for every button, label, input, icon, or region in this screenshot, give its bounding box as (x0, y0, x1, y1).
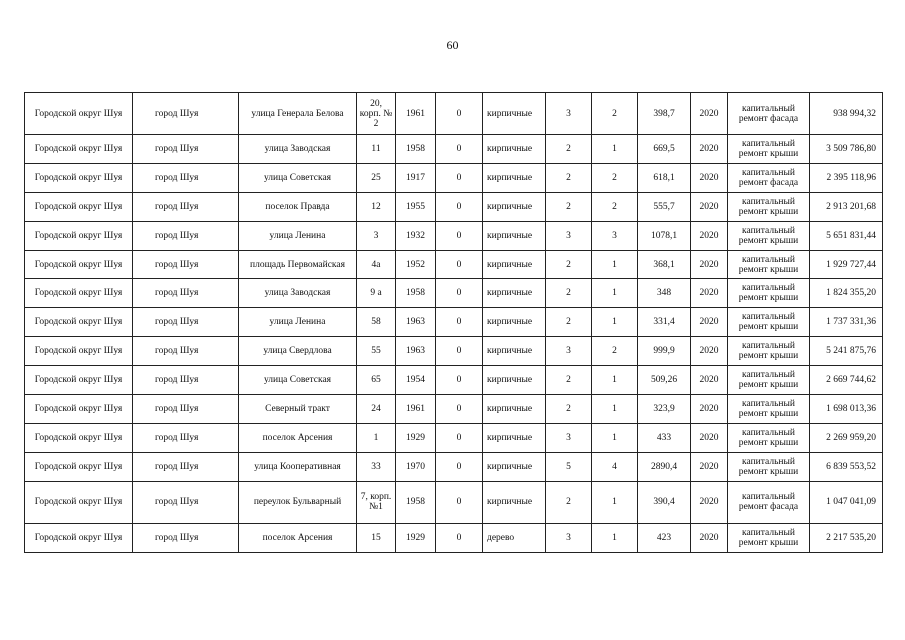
plan-year-cell: 2020 (691, 452, 728, 481)
plan-year-cell: 2020 (691, 366, 728, 395)
house-number-cell: 65 (357, 366, 396, 395)
table-row (25, 279, 883, 308)
table-row (25, 250, 883, 279)
zero-cell: 0 (436, 163, 483, 192)
zero-cell: 0 (436, 423, 483, 452)
city-cell: город Шуя (133, 452, 239, 481)
entrances-cell: 1 (592, 250, 638, 279)
plan-year-cell: 2020 (691, 163, 728, 192)
wall-material-cell: кирпичные (483, 135, 546, 164)
area-cell: 331,4 (638, 308, 691, 337)
cost-cell: 1 737 331,36 (810, 308, 883, 337)
table-row (25, 308, 883, 337)
floors-cell: 3 (546, 337, 592, 366)
city-cell: город Шуя (133, 523, 239, 552)
floors-cell: 2 (546, 308, 592, 337)
cost-cell: 938 994,32 (810, 93, 883, 135)
city-cell: город Шуя (133, 481, 239, 523)
area-cell: 555,7 (638, 192, 691, 221)
year-built-cell: 1954 (396, 366, 436, 395)
entrances-cell: 3 (592, 221, 638, 250)
street-cell: Северный тракт (239, 395, 357, 424)
area-cell: 509,26 (638, 366, 691, 395)
year-built-cell: 1961 (396, 395, 436, 424)
floors-cell: 2 (546, 250, 592, 279)
floors-cell: 3 (546, 523, 592, 552)
street-cell: улица Советская (239, 163, 357, 192)
entrances-cell: 4 (592, 452, 638, 481)
area-cell: 368,1 (638, 250, 691, 279)
plan-year-cell: 2020 (691, 423, 728, 452)
year-built-cell: 1929 (396, 523, 436, 552)
house-number-cell: 12 (357, 192, 396, 221)
zero-cell: 0 (436, 192, 483, 221)
cost-cell: 5 241 875,76 (810, 337, 883, 366)
district-cell: Городской округ Шуя (25, 279, 133, 308)
cost-cell: 1 047 041,09 (810, 481, 883, 523)
area-cell: 999,9 (638, 337, 691, 366)
house-number-cell: 1 (357, 423, 396, 452)
wall-material-cell: дерево (483, 523, 546, 552)
city-cell: город Шуя (133, 93, 239, 135)
work-type-cell: капитальный ремонт крыши (728, 523, 810, 552)
work-type-cell: капитальный ремонт крыши (728, 452, 810, 481)
house-number-cell: 11 (357, 135, 396, 164)
area-cell: 323,9 (638, 395, 691, 424)
floors-cell: 3 (546, 423, 592, 452)
year-built-cell: 1958 (396, 481, 436, 523)
table-row (25, 423, 883, 452)
street-cell: улица Генерала Белова (239, 93, 357, 135)
year-built-cell: 1970 (396, 452, 436, 481)
city-cell: город Шуя (133, 308, 239, 337)
work-type-cell: капитальный ремонт крыши (728, 221, 810, 250)
year-built-cell: 1932 (396, 221, 436, 250)
zero-cell: 0 (436, 366, 483, 395)
street-cell: поселок Арсения (239, 523, 357, 552)
table-row (25, 337, 883, 366)
area-cell: 423 (638, 523, 691, 552)
entrances-cell: 1 (592, 523, 638, 552)
zero-cell: 0 (436, 250, 483, 279)
street-cell: поселок Правда (239, 192, 357, 221)
table-row (25, 93, 883, 135)
year-built-cell: 1952 (396, 250, 436, 279)
wall-material-cell: кирпичные (483, 279, 546, 308)
city-cell: город Шуя (133, 423, 239, 452)
work-type-cell: капитальный ремонт крыши (728, 192, 810, 221)
zero-cell: 0 (436, 395, 483, 424)
entrances-cell: 2 (592, 337, 638, 366)
area-cell: 1078,1 (638, 221, 691, 250)
plan-year-cell: 2020 (691, 308, 728, 337)
year-built-cell: 1955 (396, 192, 436, 221)
district-cell: Городской округ Шуя (25, 163, 133, 192)
entrances-cell: 1 (592, 308, 638, 337)
entrances-cell: 1 (592, 135, 638, 164)
district-cell: Городской округ Шуя (25, 523, 133, 552)
zero-cell: 0 (436, 93, 483, 135)
district-cell: Городской округ Шуя (25, 221, 133, 250)
housing-repair-table (24, 92, 883, 553)
year-built-cell: 1961 (396, 93, 436, 135)
plan-year-cell: 2020 (691, 481, 728, 523)
house-number-cell: 15 (357, 523, 396, 552)
street-cell: улица Ленина (239, 308, 357, 337)
house-number-cell: 24 (357, 395, 396, 424)
cost-cell: 3 509 786,80 (810, 135, 883, 164)
plan-year-cell: 2020 (691, 135, 728, 164)
zero-cell: 0 (436, 337, 483, 366)
cost-cell: 2 395 118,96 (810, 163, 883, 192)
year-built-cell: 1958 (396, 279, 436, 308)
street-cell: улица Советская (239, 366, 357, 395)
district-cell: Городской округ Шуя (25, 337, 133, 366)
city-cell: город Шуя (133, 366, 239, 395)
plan-year-cell: 2020 (691, 221, 728, 250)
cost-cell: 2 217 535,20 (810, 523, 883, 552)
street-cell: поселок Арсения (239, 423, 357, 452)
floors-cell: 2 (546, 395, 592, 424)
entrances-cell: 1 (592, 423, 638, 452)
work-type-cell: капитальный ремонт крыши (728, 135, 810, 164)
year-built-cell: 1917 (396, 163, 436, 192)
entrances-cell: 1 (592, 395, 638, 424)
house-number-cell: 55 (357, 337, 396, 366)
entrances-cell: 2 (592, 93, 638, 135)
wall-material-cell: кирпичные (483, 221, 546, 250)
wall-material-cell: кирпичные (483, 308, 546, 337)
year-built-cell: 1929 (396, 423, 436, 452)
plan-year-cell: 2020 (691, 337, 728, 366)
table-row (25, 221, 883, 250)
floors-cell: 5 (546, 452, 592, 481)
wall-material-cell: кирпичные (483, 452, 546, 481)
zero-cell: 0 (436, 523, 483, 552)
floors-cell: 2 (546, 163, 592, 192)
table-body (25, 93, 883, 553)
cost-cell: 1 698 013,36 (810, 395, 883, 424)
work-type-cell: капитальный ремонт фасада (728, 163, 810, 192)
district-cell: Городской округ Шуя (25, 423, 133, 452)
district-cell: Городской округ Шуя (25, 135, 133, 164)
area-cell: 390,4 (638, 481, 691, 523)
zero-cell: 0 (436, 135, 483, 164)
year-built-cell: 1958 (396, 135, 436, 164)
district-cell: Городской округ Шуя (25, 192, 133, 221)
cost-cell: 2 269 959,20 (810, 423, 883, 452)
table-row (25, 481, 883, 523)
year-built-cell: 1963 (396, 337, 436, 366)
floors-cell: 2 (546, 192, 592, 221)
entrances-cell: 2 (592, 163, 638, 192)
street-cell: улица Заводская (239, 135, 357, 164)
district-cell: Городской округ Шуя (25, 395, 133, 424)
work-type-cell: капитальный ремонт крыши (728, 337, 810, 366)
cost-cell: 5 651 831,44 (810, 221, 883, 250)
house-number-cell: 25 (357, 163, 396, 192)
wall-material-cell: кирпичные (483, 337, 546, 366)
wall-material-cell: кирпичные (483, 93, 546, 135)
plan-year-cell: 2020 (691, 250, 728, 279)
cost-cell: 1 929 727,44 (810, 250, 883, 279)
street-cell: переулок Бульварный (239, 481, 357, 523)
area-cell: 433 (638, 423, 691, 452)
wall-material-cell: кирпичные (483, 366, 546, 395)
table-row (25, 192, 883, 221)
area-cell: 618,1 (638, 163, 691, 192)
cost-cell: 2 669 744,62 (810, 366, 883, 395)
cost-cell: 6 839 553,52 (810, 452, 883, 481)
work-type-cell: капитальный ремонт крыши (728, 366, 810, 395)
wall-material-cell: кирпичные (483, 423, 546, 452)
district-cell: Городской округ Шуя (25, 481, 133, 523)
floors-cell: 2 (546, 481, 592, 523)
floors-cell: 2 (546, 366, 592, 395)
entrances-cell: 1 (592, 279, 638, 308)
house-number-cell: 3 (357, 221, 396, 250)
entrances-cell: 1 (592, 481, 638, 523)
house-number-cell: 7, корп. №1 (357, 481, 396, 523)
area-cell: 2890,4 (638, 452, 691, 481)
work-type-cell: капитальный ремонт фасада (728, 481, 810, 523)
house-number-cell: 33 (357, 452, 396, 481)
zero-cell: 0 (436, 481, 483, 523)
table-row (25, 135, 883, 164)
zero-cell: 0 (436, 308, 483, 337)
plan-year-cell: 2020 (691, 523, 728, 552)
wall-material-cell: кирпичные (483, 250, 546, 279)
floors-cell: 2 (546, 279, 592, 308)
street-cell: улица Ленина (239, 221, 357, 250)
cost-cell: 1 824 355,20 (810, 279, 883, 308)
city-cell: город Шуя (133, 279, 239, 308)
area-cell: 669,5 (638, 135, 691, 164)
area-cell: 398,7 (638, 93, 691, 135)
plan-year-cell: 2020 (691, 279, 728, 308)
cost-cell: 2 913 201,68 (810, 192, 883, 221)
work-type-cell: капитальный ремонт крыши (728, 395, 810, 424)
zero-cell: 0 (436, 221, 483, 250)
work-type-cell: капитальный ремонт крыши (728, 423, 810, 452)
entrances-cell: 2 (592, 192, 638, 221)
work-type-cell: капитальный ремонт фасада (728, 93, 810, 135)
floors-cell: 2 (546, 135, 592, 164)
district-cell: Городской округ Шуя (25, 366, 133, 395)
city-cell: город Шуя (133, 163, 239, 192)
house-number-cell: 4а (357, 250, 396, 279)
zero-cell: 0 (436, 279, 483, 308)
city-cell: город Шуя (133, 337, 239, 366)
plan-year-cell: 2020 (691, 192, 728, 221)
street-cell: площадь Первомайская (239, 250, 357, 279)
work-type-cell: капитальный ремонт крыши (728, 279, 810, 308)
wall-material-cell: кирпичные (483, 163, 546, 192)
entrances-cell: 1 (592, 366, 638, 395)
district-cell: Городской округ Шуя (25, 308, 133, 337)
table-row (25, 366, 883, 395)
city-cell: город Шуя (133, 395, 239, 424)
district-cell: Городской округ Шуя (25, 93, 133, 135)
floors-cell: 3 (546, 221, 592, 250)
house-number-cell: 20, корп. № 2 (357, 93, 396, 135)
table-row (25, 523, 883, 552)
plan-year-cell: 2020 (691, 93, 728, 135)
street-cell: улица Заводская (239, 279, 357, 308)
zero-cell: 0 (436, 452, 483, 481)
city-cell: город Шуя (133, 135, 239, 164)
page-number: 60 (446, 38, 459, 52)
work-type-cell: капитальный ремонт крыши (728, 250, 810, 279)
wall-material-cell: кирпичные (483, 192, 546, 221)
wall-material-cell: кирпичные (483, 395, 546, 424)
plan-year-cell: 2020 (691, 395, 728, 424)
house-number-cell: 58 (357, 308, 396, 337)
street-cell: улица Свердлова (239, 337, 357, 366)
wall-material-cell: кирпичные (483, 481, 546, 523)
work-type-cell: капитальный ремонт крыши (728, 308, 810, 337)
city-cell: город Шуя (133, 192, 239, 221)
district-cell: Городской округ Шуя (25, 452, 133, 481)
city-cell: город Шуя (133, 250, 239, 279)
year-built-cell: 1963 (396, 308, 436, 337)
street-cell: улица Кооперативная (239, 452, 357, 481)
city-cell: город Шуя (133, 221, 239, 250)
table-row (25, 452, 883, 481)
district-cell: Городской округ Шуя (25, 250, 133, 279)
table-row (25, 163, 883, 192)
floors-cell: 3 (546, 93, 592, 135)
table-row (25, 395, 883, 424)
house-number-cell: 9 а (357, 279, 396, 308)
area-cell: 348 (638, 279, 691, 308)
